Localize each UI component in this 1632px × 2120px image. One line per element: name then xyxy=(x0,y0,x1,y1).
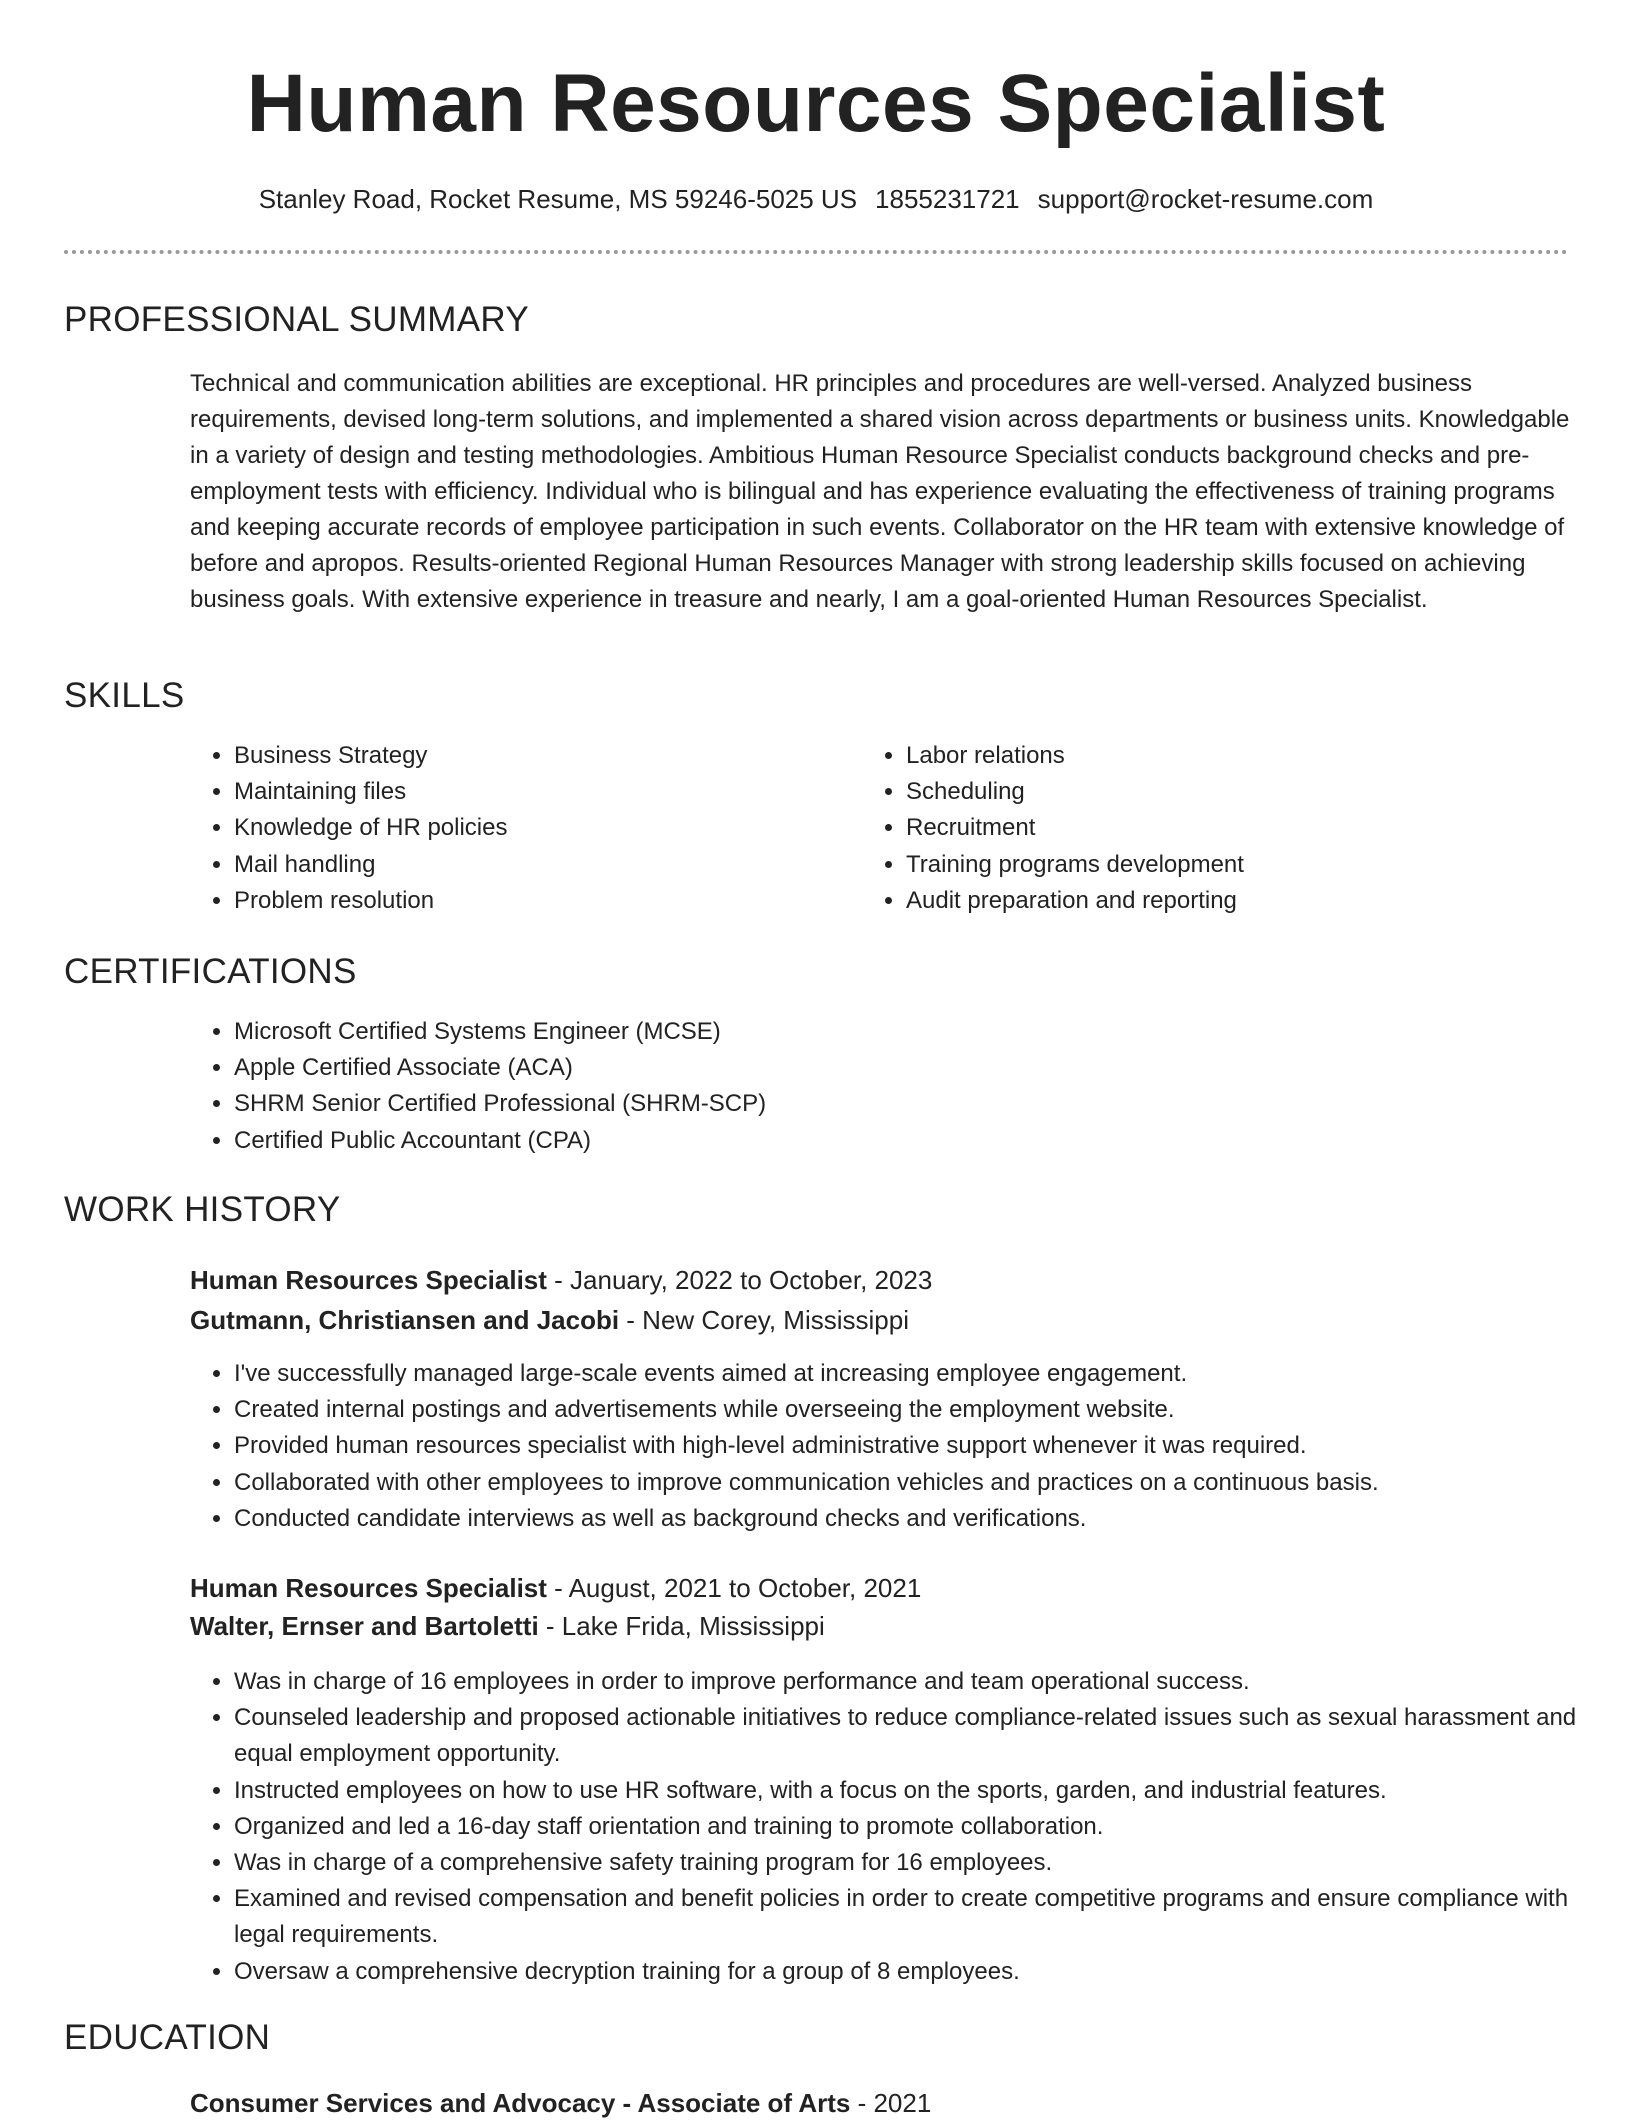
job-2-bullets xyxy=(190,1664,1614,1990)
list-item: • Problem resolution xyxy=(234,883,854,919)
list-item: • Knowledge of HR policies xyxy=(234,810,854,846)
section-title-education: EDUCATION xyxy=(64,2018,271,2057)
list-item: • Audit preparation and reporting xyxy=(906,883,1526,919)
job-1-role: Human Resources Specialist xyxy=(190,1265,547,1295)
job-1-title-line xyxy=(190,1263,932,1297)
list-item: • Collaborated with other employees to improve communication vehicles and practices on a continuous basis. xyxy=(234,1465,1614,1501)
job-1-company-line xyxy=(190,1303,909,1337)
list-item: • Apple Certified Associate (ACA) xyxy=(234,1050,1534,1086)
contact-email: support@rocket-resume.com xyxy=(1037,184,1374,214)
job-2-company-line xyxy=(190,1609,825,1643)
list-item: • Counseled leadership and proposed actionable initiatives to reduce compliance-related issues such as sexual harassment and equal employment opportunity. xyxy=(234,1700,1614,1772)
job-1-bullets xyxy=(190,1356,1614,1537)
job-1-dates: - January, 2022 to October, 2023 xyxy=(546,1265,933,1295)
skills-list-right xyxy=(862,738,1526,919)
job-2-location: - Lake Frida, Mississippi xyxy=(538,1611,825,1641)
skills-list-left xyxy=(190,738,854,919)
header-divider xyxy=(64,250,1568,254)
contact-address: Stanley Road, Rocket Resume, MS 59246-5025 US xyxy=(258,184,858,214)
list-item: • Certified Public Accountant (CPA) xyxy=(234,1123,1534,1159)
education-line xyxy=(190,2086,931,2120)
list-item: • I've successfully managed large-scale events aimed at increasing employee engagement. xyxy=(234,1356,1614,1392)
list-item: • Maintaining files xyxy=(234,774,854,810)
list-item: • Recruitment xyxy=(906,810,1526,846)
list-item: • Business Strategy xyxy=(234,738,854,774)
list-item: • Scheduling xyxy=(906,774,1526,810)
section-title-summary: PROFESSIONAL SUMMARY xyxy=(64,300,529,339)
list-item: • SHRM Senior Certified Professional (SHRM-SCP) xyxy=(234,1086,1534,1122)
job-1-location: - New Corey, Mississippi xyxy=(619,1305,909,1335)
list-item: • Provided human resources specialist with high-level administrative support whenever it was required. xyxy=(234,1428,1614,1464)
summary-text: Technical and communication abilities are exceptional. HR principles and procedures are well-versed. Analyzed business requirements, devised long-term solutions, and implemented a shared vision across departments or business units. Knowledgable in a variety of design and testing methodologies. Ambitious Human Resource Specialist conducts background checks and pre-employment tests with efficiency. Individual who is bilingual and has experience evaluating the effectiveness of training programs and keeping accurate records of employee participation in such events. Collaborator on the HR team with extensive knowledge of before and apropos. Results-oriented Regional Human Resources Manager with strong leadership skills focused on achieving business goals. With extensive experience in treasure and nearly, I am a goal-oriented Human Resources Specialist. xyxy=(190,370,1570,613)
education-degree: Consumer Services and Advocacy - Associate of Arts xyxy=(190,2088,851,2118)
list-item: • Was in charge of 16 employees in order to improve performance and team operational success. xyxy=(234,1664,1614,1700)
job-2-title-line xyxy=(190,1571,921,1605)
section-title-certifications: CERTIFICATIONS xyxy=(64,952,357,991)
list-item: • Mail handling xyxy=(234,847,854,883)
list-item: • Examined and revised compensation and benefit policies in order to create competitive programs and ensure compliance with legal requirements. xyxy=(234,1881,1614,1953)
list-item: • Microsoft Certified Systems Engineer (MCSE) xyxy=(234,1014,1534,1050)
contact-phone: 1855231721 xyxy=(875,184,1020,214)
list-item: • Was in charge of a comprehensive safety training program for 16 employees. xyxy=(234,1845,1614,1881)
section-title-skills: SKILLS xyxy=(64,676,185,715)
job-2-role: Human Resources Specialist xyxy=(190,1573,547,1603)
resume-title: Human Resources Specialist xyxy=(246,58,1386,149)
list-item: • Conducted candidate interviews as well as background checks and verifications. xyxy=(234,1501,1614,1537)
section-title-work-history: WORK HISTORY xyxy=(64,1190,341,1229)
list-item: • Labor relations xyxy=(906,738,1526,774)
certifications-list xyxy=(190,1014,1534,1159)
list-item: • Created internal postings and advertisements while overseeing the employment website. xyxy=(234,1392,1614,1428)
job-1-company: Gutmann, Christiansen and Jacobi xyxy=(190,1305,620,1335)
job-2-dates: - August, 2021 to October, 2021 xyxy=(546,1573,922,1603)
contact-line xyxy=(0,182,1632,216)
list-item: • Organized and led a 16-day staff orientation and training to promote collaboration. xyxy=(234,1809,1614,1845)
list-item: • Instructed employees on how to use HR software, with a focus on the sports, garden, and industrial features. xyxy=(234,1773,1614,1809)
list-item: • Oversaw a comprehensive decryption training for a group of 8 employees. xyxy=(234,1954,1614,1990)
education-year: - 2021 xyxy=(850,2088,932,2118)
list-item: • Training programs development xyxy=(906,847,1526,883)
job-2-company: Walter, Ernser and Bartoletti xyxy=(190,1611,539,1641)
